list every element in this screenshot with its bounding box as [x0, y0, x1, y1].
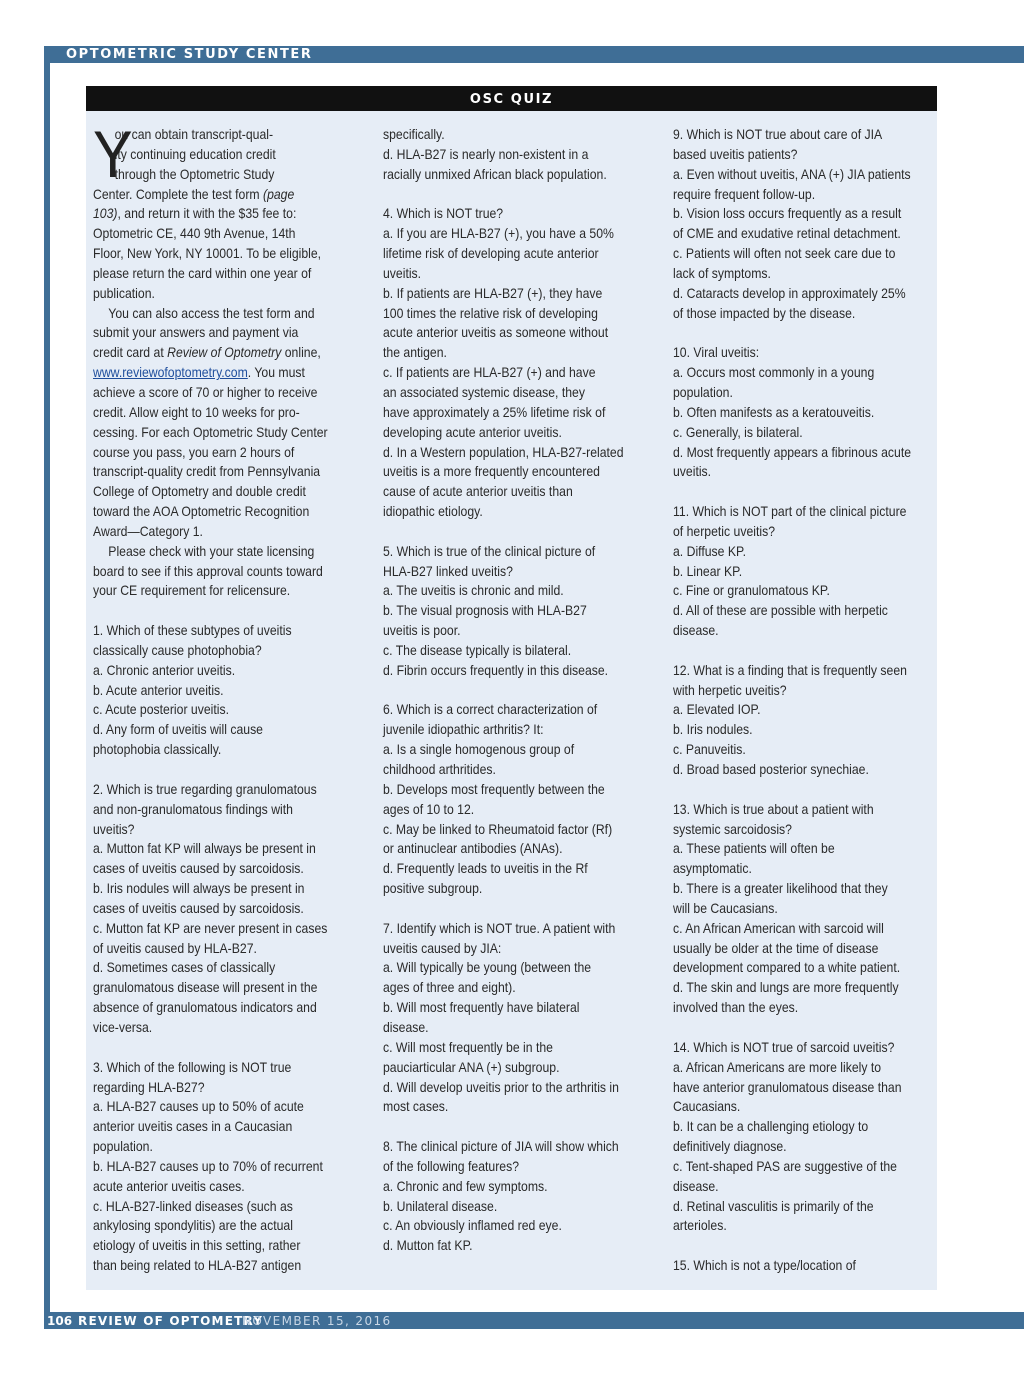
intro-paragraphs — [93, 125, 350, 601]
line-spacer — [383, 899, 640, 919]
quiz-panel — [86, 86, 937, 1290]
quiz-line: vice-versa. — [93, 1019, 153, 1035]
quiz-line: c. Patients will often not seek care due to — [673, 246, 896, 262]
quiz-line: 1. Which of these subtypes of uveitis — [93, 623, 292, 639]
quiz-line: c. Generally, is bilateral. — [673, 424, 803, 440]
quiz-line: childhood arthritides. — [383, 762, 496, 777]
quiz-line: based uveitis patients? — [673, 146, 798, 162]
quiz-line: Caucasians. — [673, 1099, 741, 1115]
quiz-line: most cases. — [383, 1099, 449, 1115]
quiz-line: disease. — [673, 623, 719, 639]
section-band — [44, 46, 1024, 63]
intro-line: course you pass, you earn 2 hours of — [93, 444, 295, 460]
quiz-line: b. Iris nodules will always be present in — [93, 881, 305, 897]
quiz-line: d. Sometimes cases of classically — [93, 960, 276, 976]
publication-name: REVIEW OF OPTOMETRY — [78, 1314, 264, 1328]
quiz-line: 13. Which is true about a patient with — [673, 801, 874, 817]
quiz-line: c. Mutton fat KP are never present in cases — [93, 920, 328, 936]
line-spacer — [383, 185, 640, 205]
quiz-line: ages of 10 to 12. — [383, 801, 475, 817]
quiz-line: uveitis is poor. — [383, 623, 461, 639]
quiz-line: than being related to HLA-B27 antigen — [93, 1258, 302, 1274]
quiz-line: a. HLA-B27 causes up to 50% of acute — [93, 1099, 304, 1115]
intro-line: Center. Complete the test form (page — [93, 186, 295, 202]
quiz-line: lifetime risk of developing acute anterior — [383, 246, 599, 262]
section-title: OPTOMETRIC STUDY CENTER — [66, 47, 313, 62]
quiz-line: d. Most frequently appears a fibrinous acute — [673, 444, 912, 460]
quiz-line: involved than the eyes. — [673, 1000, 799, 1016]
quiz-line: c. If patients are HLA-B27 (+) and have — [383, 365, 596, 381]
quiz-line: lack of symptoms. — [673, 265, 771, 281]
line-spacer — [383, 1117, 640, 1137]
quiz-line: uveitis is a more frequently encountered — [383, 464, 600, 480]
quiz-line: the antigen. — [383, 345, 447, 361]
quiz-line: a. The uveitis is chronic and mild. — [383, 583, 564, 599]
quiz-line: 15. Which is not a type/location of — [673, 1258, 856, 1274]
quiz-line: c. Acute posterior uveitis. — [93, 702, 230, 718]
quiz-line: a. If you are HLA-B27 (+), you have a 50% — [383, 226, 614, 242]
quiz-line: HLA-B27 linked uveitis? — [383, 563, 513, 579]
intro-line: Please check with your state licensing — [108, 543, 315, 559]
quiz-line: 11. Which is NOT part of the clinical picture — [673, 504, 907, 520]
quiz-line: idiopathic etiology. — [383, 504, 483, 520]
line-spacer — [673, 641, 930, 661]
column-1-questions — [93, 601, 350, 1276]
intro-line: College of Optometry and double credit — [93, 484, 306, 500]
quiz-line: a. African Americans are more likely to — [673, 1059, 882, 1075]
intro-line: ity continuing education credit — [114, 146, 276, 162]
quiz-line: developing acute anterior uveitis. — [383, 424, 562, 440]
quiz-line: b. Linear KP. — [673, 563, 743, 579]
quiz-line: of herpetic uveitis? — [673, 523, 776, 539]
line-spacer — [93, 1038, 350, 1058]
quiz-line: require frequent follow-up. — [673, 186, 816, 202]
quiz-line: juvenile idiopathic arthritis? It: — [383, 722, 544, 738]
intro-line: Optometric CE, 440 9th Avenue, 14th — [93, 226, 296, 242]
footer-band — [44, 1312, 1024, 1329]
quiz-line: c. Panuveitis. — [673, 742, 746, 758]
quiz-line: c. HLA-B27-linked diseases (such as — [93, 1198, 293, 1214]
quiz-line: an associated systemic disease, they — [383, 384, 585, 400]
quiz-line: with herpetic uveitis? — [673, 682, 787, 698]
quiz-line: usually be older at the time of disease — [673, 940, 879, 956]
intro-line: your CE requirement for relicensure. — [93, 583, 291, 599]
quiz-line: d. Broad based posterior synechiae. — [673, 762, 869, 777]
quiz-line: d. HLA-B27 is nearly non-existent in a — [383, 146, 589, 162]
quiz-line: a. Mutton fat KP will always be present in — [93, 841, 316, 857]
quiz-line: of the following features? — [383, 1158, 520, 1174]
quiz-line: photophobia classically. — [93, 742, 222, 758]
intro-line: www.reviewofoptometry.com. You must — [93, 365, 305, 381]
quiz-line: a. Even without uveitis, ANA (+) JIA patients — [673, 166, 911, 182]
quiz-line: 100 times the relative risk of developing — [383, 305, 598, 321]
quiz-line: b. Iris nodules. — [673, 722, 753, 738]
quiz-line: systemic sarcoidosis? — [673, 821, 792, 837]
intro-line: please return the card within one year of — [93, 265, 312, 281]
quiz-line: a. Will typically be young (between the — [383, 960, 592, 976]
quiz-line: acute anterior uveitis as someone without — [383, 325, 609, 341]
intro-line: ou can obtain transcript-qual- — [114, 127, 274, 142]
quiz-line: c. An African American with sarcoid will — [673, 920, 884, 936]
quiz-line: c. Will most frequently be in the — [383, 1039, 554, 1055]
quiz-line: ages of three and eight). — [383, 980, 516, 996]
quiz-column-3 — [673, 125, 930, 1276]
line-spacer — [93, 601, 350, 621]
quiz-line: 6. Which is a correct characterization of — [383, 702, 598, 718]
intro-line: board to see if this approval counts toward — [93, 563, 323, 579]
quiz-line: 9. Which is NOT true about care of JIA — [673, 127, 883, 142]
quiz-line: d. Mutton fat KP. — [383, 1238, 473, 1254]
quiz-line: a. Occurs most commonly in a young — [673, 365, 875, 381]
intro-line: credit. Allow eight to 10 weeks for pro- — [93, 404, 300, 420]
quiz-line: will be Caucasians. — [673, 900, 778, 916]
quiz-line: population. — [673, 384, 733, 400]
intro-line: through the Optometric Study — [114, 166, 275, 182]
quiz-line: d. The skin and lungs are more frequently — [673, 980, 899, 996]
line-spacer — [673, 1018, 930, 1038]
quiz-line: d. Retinal vasculitis is primarily of the — [673, 1198, 874, 1214]
issue-date: NOVEMBER 15, 2016 — [242, 1314, 392, 1328]
quiz-line: b. The visual prognosis with HLA-B27 — [383, 603, 587, 619]
quiz-line: regarding HLA-B27? — [93, 1079, 205, 1095]
quiz-line: d. In a Western population, HLA-B27-related — [383, 444, 624, 460]
quiz-line: a. Is a single homogenous group of — [383, 742, 575, 758]
intro-line: You can also access the test form and — [108, 305, 315, 321]
quiz-line: c. May be linked to Rheumatoid factor (Rf) — [383, 821, 613, 837]
intro-line: transcript-quality credit from Pennsylvania — [93, 464, 321, 480]
quiz-line: etiology of uveitis in this setting, rather — [93, 1238, 301, 1254]
quiz-line: 7. Identify which is NOT true. A patient with — [383, 920, 616, 936]
quiz-line: b. It can be a challenging etiology to — [673, 1119, 869, 1135]
quiz-line: uveitis. — [383, 265, 422, 281]
quiz-line: uveitis. — [673, 464, 712, 480]
quiz-line: 14. Which is NOT true of sarcoid uveitis? — [673, 1039, 895, 1055]
quiz-line: pauciarticular ANA (+) subgroup. — [383, 1059, 560, 1075]
quiz-line: c. Fine or granulomatous KP. — [673, 583, 830, 599]
quiz-line: of those impacted by the disease. — [673, 305, 856, 321]
intro-line: toward the AOA Optometric Recognition — [93, 504, 310, 520]
intro-line: Award—Category 1. — [93, 523, 203, 539]
quiz-line: 5. Which is true of the clinical picture of — [383, 543, 596, 559]
quiz-line: 4. Which is NOT true? — [383, 206, 504, 222]
line-spacer — [673, 482, 930, 502]
quiz-line: granulomatous disease will present in the — [93, 980, 318, 996]
quiz-line: a. Elevated IOP. — [673, 702, 761, 718]
quiz-line: d. Cataracts develop in approximately 25% — [673, 285, 906, 301]
quiz-line: d. Frequently leads to uveitis in the Rf — [383, 861, 588, 877]
quiz-line: 10. Viral uveitis: — [673, 345, 760, 361]
intro-line: achieve a score of 70 or higher to receive — [93, 384, 318, 400]
drop-cap: Y — [93, 117, 133, 191]
quiz-line: anterior uveitis cases in a Caucasian — [93, 1119, 293, 1135]
quiz-line: a. Diffuse KP. — [673, 543, 747, 559]
quiz-line: asymptomatic. — [673, 861, 752, 877]
line-spacer — [383, 522, 640, 542]
quiz-line: classically cause photophobia? — [93, 642, 262, 658]
quiz-line: b. If patients are HLA-B27 (+), they have — [383, 285, 603, 301]
quiz-column-1 — [93, 117, 350, 1276]
quiz-line: cases of uveitis caused by sarcoidosis. — [93, 861, 304, 877]
column-2-questions — [383, 125, 640, 1256]
quiz-line: c. Tent-shaped PAS are suggestive of the — [673, 1158, 897, 1174]
website-link[interactable]: www.reviewofoptometry.com — [93, 365, 248, 381]
quiz-line: acute anterior uveitis cases. — [93, 1178, 245, 1194]
quiz-column-2 — [383, 125, 640, 1256]
left-accent-rule — [44, 46, 50, 1329]
quiz-line: definitively diagnose. — [673, 1139, 787, 1155]
quiz-line: uveitis? — [93, 821, 135, 837]
intro-line: Floor, New York, NY 10001. To be eligible, — [93, 246, 322, 262]
quiz-line: d. All of these are possible with herpetic — [673, 603, 888, 619]
quiz-line: d. Will develop uveitis prior to the arthritis in — [383, 1079, 619, 1095]
quiz-line: racially unmixed African black population. — [383, 166, 607, 182]
quiz-line: b. HLA-B27 causes up to 70% of recurrent — [93, 1158, 323, 1174]
quiz-line: and non-granulomatous findings with — [93, 801, 293, 817]
line-spacer — [673, 323, 930, 343]
quiz-line: disease. — [673, 1178, 719, 1194]
quiz-line: b. Acute anterior uveitis. — [93, 682, 224, 698]
quiz-line: 8. The clinical picture of JIA will show which — [383, 1139, 619, 1155]
quiz-line: b. Vision loss occurs frequently as a result — [673, 206, 902, 222]
quiz-line: d. Fibrin occurs frequently in this disease. — [383, 662, 609, 678]
quiz-line: a. Chronic and few symptoms. — [383, 1178, 548, 1194]
quiz-line: b. There is a greater likelihood that they — [673, 881, 888, 897]
quiz-line: population. — [93, 1139, 153, 1155]
quiz-line: c. An obviously inflamed red eye. — [383, 1218, 562, 1234]
quiz-header: OSC QUIZ — [86, 86, 937, 111]
quiz-line: c. The disease typically is bilateral. — [383, 642, 572, 658]
intro-line: 103), and return it with the $35 fee to: — [93, 206, 297, 222]
quiz-line: of CME and exudative retinal detachment. — [673, 226, 901, 242]
line-spacer — [673, 780, 930, 800]
quiz-line: b. Develops most frequently between the — [383, 781, 605, 797]
quiz-line: cases of uveitis caused by sarcoidosis. — [93, 900, 304, 916]
intro-line: publication. — [93, 285, 155, 301]
quiz-line: or antinuclear antibodies (ANAs). — [383, 841, 563, 857]
intro-line: cessing. For each Optometric Study Center — [93, 424, 328, 440]
intro-line: submit your answers and payment via — [93, 325, 299, 341]
quiz-line: b. Will most frequently have bilateral — [383, 1000, 580, 1016]
quiz-line: 2. Which is true regarding granulomatous — [93, 781, 317, 797]
quiz-line: 12. What is a finding that is frequently seen — [673, 662, 907, 678]
quiz-line: positive subgroup. — [383, 881, 483, 897]
line-spacer — [673, 1236, 930, 1256]
quiz-line: arterioles. — [673, 1218, 727, 1234]
intro-line: credit card at Review of Optometry online, — [93, 345, 321, 361]
quiz-line: have approximately a 25% lifetime risk of — [383, 404, 606, 420]
column-3-questions — [673, 125, 930, 1276]
quiz-line: b. Unilateral disease. — [383, 1198, 498, 1214]
quiz-line: cause of acute anterior uveitis than — [383, 484, 573, 500]
quiz-line: absence of granulomatous indicators and — [93, 1000, 317, 1016]
quiz-line: a. These patients will often be — [673, 841, 835, 857]
quiz-line: of uveitis caused by HLA-B27. — [93, 940, 257, 956]
quiz-line: have anterior granulomatous disease than — [673, 1079, 902, 1095]
line-spacer — [93, 760, 350, 780]
quiz-line: uveitis caused by JIA: — [383, 940, 502, 956]
quiz-line: disease. — [383, 1019, 429, 1035]
quiz-line: development compared to a white patient. — [673, 960, 901, 976]
quiz-line: specifically. — [383, 127, 445, 142]
page-number: 106 — [47, 1314, 73, 1328]
quiz-line: ankylosing spondylitis) are the actual — [93, 1218, 293, 1234]
quiz-line: d. Any form of uveitis will cause — [93, 722, 264, 738]
quiz-line: b. Often manifests as a keratouveitis. — [673, 404, 875, 420]
quiz-line: 3. Which of the following is NOT true — [93, 1059, 292, 1075]
line-spacer — [383, 681, 640, 701]
quiz-line: a. Chronic anterior uveitis. — [93, 662, 236, 678]
